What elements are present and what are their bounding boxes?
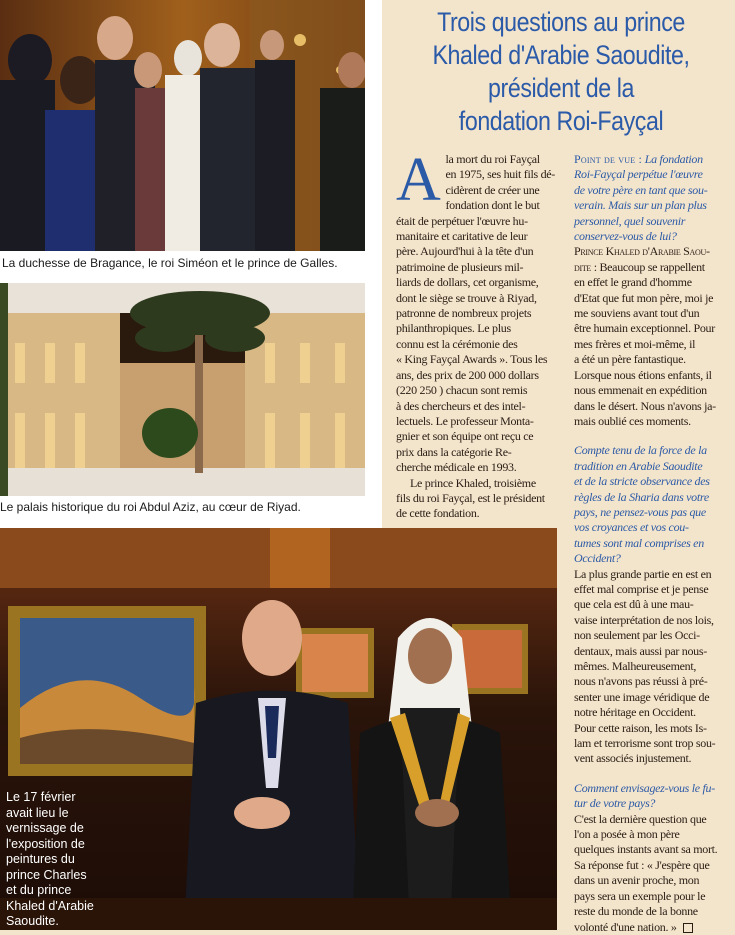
text-line: Comment envisagez-vous le fu-	[574, 780, 715, 795]
text-line: Sa réponse fut : « J'espère que	[574, 857, 710, 872]
caption-line: vernissage de	[6, 821, 84, 835]
question-2	[574, 443, 734, 566]
text-line: prix dans la catégorie Re-	[396, 444, 512, 459]
text-line: cherche médicale en 1993.	[396, 460, 517, 475]
text-line: « King Fayçal Awards ». Tous les	[396, 352, 548, 367]
text-line: personnel, quel souvenir	[574, 213, 686, 228]
caption-palace: Le palais historique du roi Abdul Aziz, au cœur de Riyad.	[0, 500, 301, 514]
text-line: patrimoine de plusieurs mil-	[396, 259, 524, 274]
text-line: Lorsque nous étions enfants, il	[574, 367, 712, 382]
text-line: Le prince Khaled, troisième	[410, 475, 536, 490]
text-line: manitaire et caritative de leur	[396, 229, 528, 244]
text-line: liards de dollars, cet organisme,	[396, 275, 539, 290]
interview-column	[574, 152, 734, 935]
text-line: La fondation	[644, 152, 703, 166]
intro-paragraph	[396, 146, 565, 476]
caption-line: l'exposition de	[6, 836, 85, 851]
question-1	[574, 152, 734, 244]
text-line: Beaucoup se rappellent	[599, 259, 705, 274]
text-line: quelques instants avant sa mort.	[574, 842, 718, 857]
text-line: à des chercheurs et des intel-	[396, 398, 526, 413]
text-line: philanthropiques. Le plus	[396, 321, 511, 336]
text-line: pays sera un exemple pour le	[574, 888, 706, 903]
caption-line: prince Charles	[6, 867, 87, 882]
text-line: me souviens avant tout d'un	[574, 306, 700, 321]
caption-line: peintures du	[6, 852, 75, 866]
answer-2	[574, 567, 734, 767]
text-line: règles de la Sharia dans votre	[574, 489, 709, 504]
text-line: mêmes. Malheureusement,	[574, 659, 697, 673]
text-line: en effet le grand d'homme	[574, 275, 692, 290]
speaker-label: Prince Khaled d'Arabie Saou-	[574, 244, 710, 259]
text-line: non seulement par les Occi-	[574, 628, 700, 643]
text-line: de votre père en tant que sou-	[574, 182, 708, 197]
text-line: vent associés injustement.	[574, 751, 692, 766]
text-line: fondation dont le but	[445, 198, 540, 213]
text-line: dans un avenir proche, mon	[574, 873, 700, 888]
text-line: vos croyances et vos cou-	[574, 520, 689, 535]
text-line: a été un père fantastique.	[574, 352, 686, 367]
text-line: notre héritage en Occident.	[574, 705, 696, 720]
caption-line: et du prince	[6, 883, 72, 897]
answer-1	[574, 244, 734, 429]
speaker-label: dite :	[574, 259, 597, 274]
end-mark-icon	[683, 923, 693, 933]
text-line: de cette fondation.	[396, 506, 480, 521]
text-line: et de la stricte observance des	[574, 474, 710, 489]
text-line: fils du roi Fayçal, est le président	[396, 490, 545, 505]
answer-3	[574, 812, 734, 935]
text-line: dont le siège se trouve à Riyad,	[396, 290, 537, 305]
text-line: être humain exceptionnel. Pour	[574, 321, 715, 336]
text-line: tradition en Arabie Saoudite	[574, 458, 703, 473]
text-line: dans le désert. Nous n'avons ja-	[574, 398, 716, 413]
text-line: connu est la cérémonie des	[396, 336, 518, 351]
text-line: Compte tenu de la force de la	[574, 443, 707, 458]
intro-paragraph-2	[396, 476, 565, 522]
drop-cap: A	[396, 146, 441, 214]
text-line: patronne de nombreux projets	[396, 306, 532, 321]
text-line: cidèrent de créer une	[445, 182, 540, 197]
text-line: conservez-vous de lui?	[574, 229, 677, 244]
text-line: d'Etat que fut mon père, moi je	[574, 290, 714, 305]
question-3	[574, 781, 734, 812]
text-line: effet mal comprise et je pense	[574, 581, 709, 596]
text-line: volonté d'une nation. »	[574, 919, 677, 934]
text-line: (220 250 ) chacun sont remis	[396, 383, 528, 398]
text-line: la mort du roi Fayçal	[445, 152, 540, 166]
text-line: ans, des prix de 200 000 dollars	[396, 367, 539, 382]
text-line: dentaux, mais aussi par nous-	[574, 643, 707, 658]
text-line: lectuels. Le professeur Monta-	[396, 413, 534, 428]
intro-column	[396, 146, 565, 522]
photo-reception	[0, 0, 365, 251]
caption-line: Saoudite.	[6, 914, 59, 928]
text-line: vaise interprétation de nos lois,	[574, 612, 714, 627]
text-line: senter une image véridique de	[574, 689, 710, 704]
title-line: Khaled d'Arabie Saoudite,	[432, 40, 690, 70]
text-line: que cela est dû à une mau-	[574, 597, 694, 612]
title-line: fondation Roi-Fayçal	[458, 106, 664, 136]
caption-exhibition	[6, 790, 94, 930]
text-line: verain. Mais sur un plan plus	[574, 198, 707, 213]
text-line: Pour cette raison, les mots Is-	[574, 720, 707, 735]
text-line: mais oublié ces moments.	[574, 413, 691, 428]
text-line: La plus grande partie en est en	[574, 566, 712, 581]
photo-palace	[0, 283, 365, 496]
text-line: reste du monde de la bonne	[574, 904, 698, 919]
text-line: l'on a posée à mon père	[574, 827, 680, 842]
text-line: C'est la dernière question que	[574, 811, 707, 826]
text-line: Occident?	[574, 551, 621, 566]
text-line: était de perpétuer l'œuvre hu-	[396, 213, 528, 228]
caption-line: Khaled d'Arabie	[6, 898, 94, 913]
title-line: Trois questions au prince	[437, 7, 685, 37]
title-line: président de la	[488, 73, 634, 103]
text-line: mes frères et moi-même, il	[574, 336, 696, 351]
text-line: en 1975, ses huit fils dé-	[445, 167, 556, 182]
text-line: Roi-Fayçal perpétue l'œuvre	[574, 167, 703, 182]
caption-line: Le 17 février	[6, 790, 76, 804]
text-line: père. Aujourd'hui à la tête d'un	[396, 244, 534, 259]
text-line: tur de votre pays?	[574, 796, 656, 811]
text-line: nous n'avons pas réussi à pré-	[574, 674, 708, 689]
article-title	[412, 6, 710, 138]
caption-reception: La duchesse de Bragance, le roi Siméon et le prince de Galles.	[2, 256, 338, 270]
text-line: tumes sont mal comprises en	[574, 535, 704, 550]
caption-line: avait lieu le	[6, 805, 69, 820]
text-line: gnier et son équipe ont reçu ce	[396, 429, 534, 444]
question-label: Point de vue :	[574, 152, 643, 166]
text-line: lam et terrorisme sont trop sou-	[574, 736, 716, 751]
text-line: pays, ne pensez-vous pas que	[574, 504, 706, 519]
text-line: nous emmenait en expédition	[574, 383, 707, 398]
